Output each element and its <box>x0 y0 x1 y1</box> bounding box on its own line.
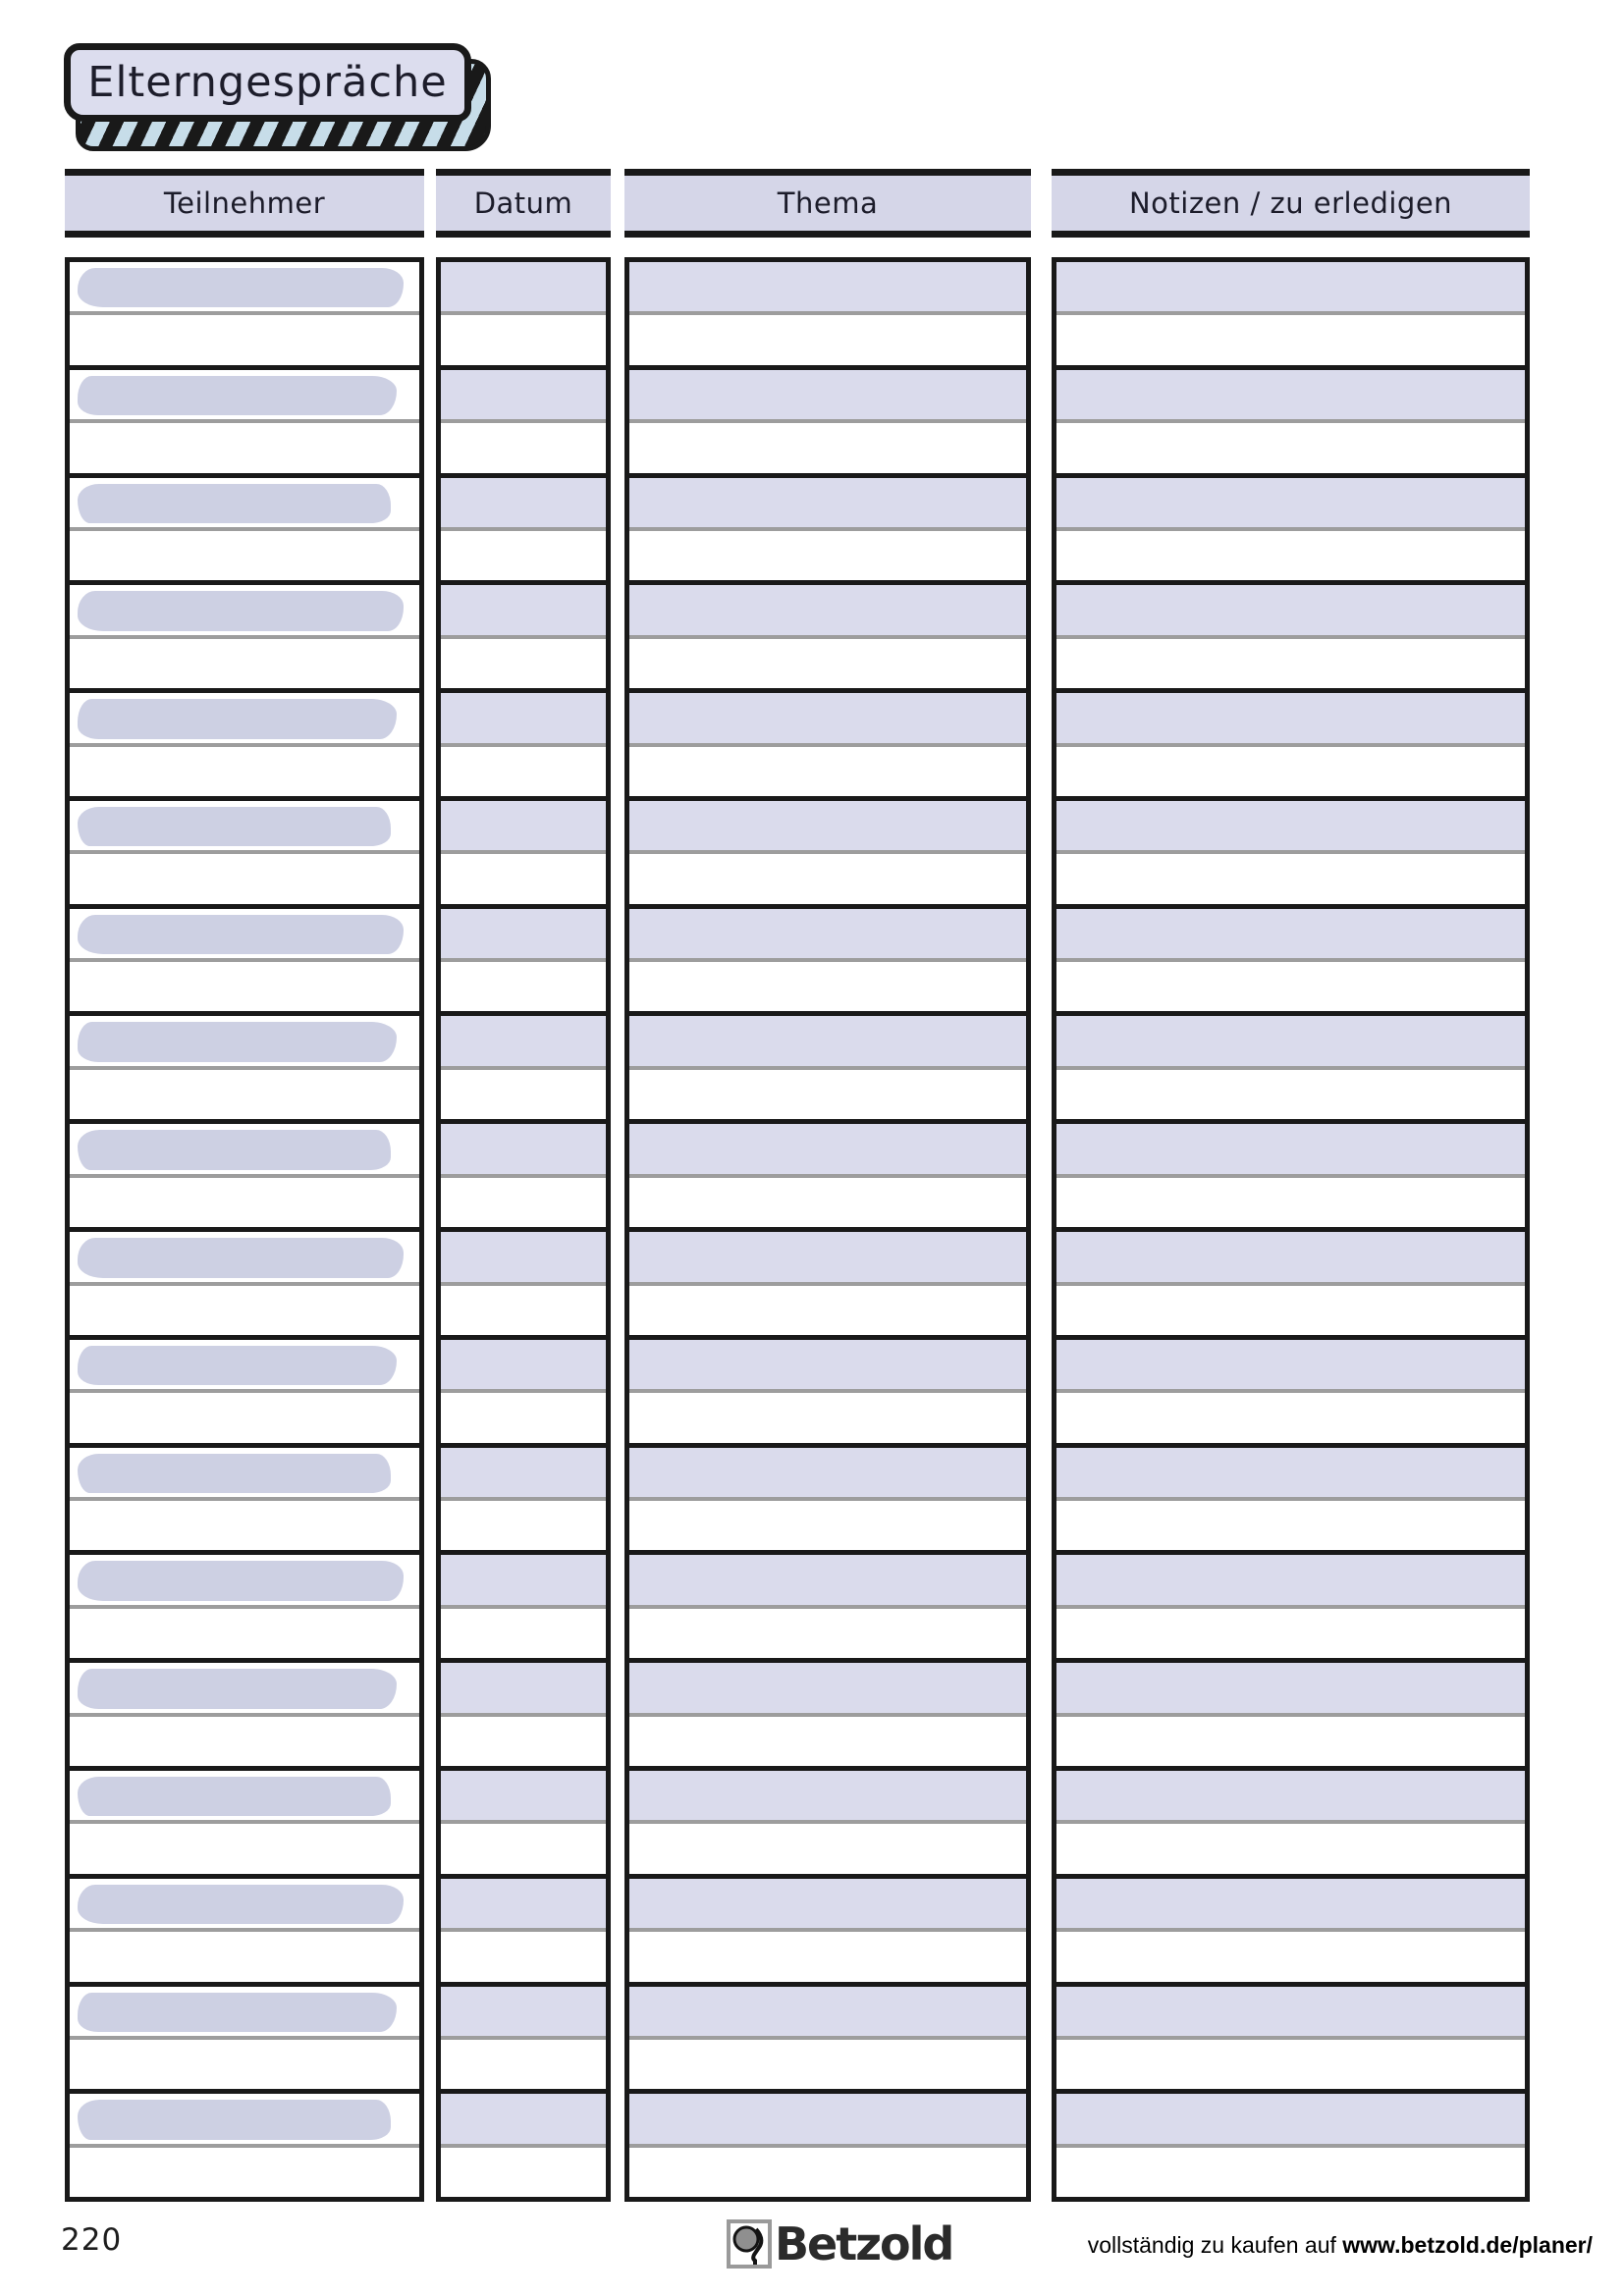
marker-highlight-blob <box>78 591 404 630</box>
marker-highlight-blob <box>78 915 404 954</box>
teilnehmer-row-group-13 <box>70 1555 419 1663</box>
shaded-entry-line <box>1056 2094 1525 2147</box>
datum-row-group-2 <box>441 370 606 478</box>
blank-entry-line <box>441 962 606 1011</box>
blank-entry-line <box>70 1393 419 1442</box>
shaded-entry-line <box>1056 1987 1525 2040</box>
notizen-row-group-1 <box>1056 262 1525 370</box>
column-header-label: Notizen / zu erledigen <box>1128 187 1453 220</box>
blank-entry-line <box>629 531 1026 580</box>
highlight-entry-line <box>70 262 419 315</box>
teilnehmer-row-group-16 <box>70 1879 419 1987</box>
marker-highlight-blob <box>78 1885 404 1924</box>
blank-entry-line <box>1056 747 1525 796</box>
blank-entry-line <box>629 1070 1026 1119</box>
notizen-row-group-16 <box>1056 1879 1525 1987</box>
shaded-entry-line <box>629 1016 1026 1069</box>
shaded-entry-line <box>629 801 1026 854</box>
shaded-entry-line <box>629 1448 1026 1501</box>
blank-entry-line <box>441 1932 606 1981</box>
blank-entry-line <box>441 1501 606 1550</box>
page-title: Elterngespräche <box>87 58 448 107</box>
blank-entry-line <box>629 2148 1026 2197</box>
blank-entry-line <box>441 423 606 472</box>
thema-row-group-13 <box>629 1555 1026 1663</box>
shaded-entry-line <box>629 1663 1026 1716</box>
blank-entry-line <box>441 747 606 796</box>
shaded-entry-line <box>1056 1016 1525 1069</box>
shaded-entry-line <box>441 1232 606 1285</box>
shaded-entry-line <box>629 693 1026 746</box>
column-header-label: Thema <box>777 187 879 220</box>
teilnehmer-row-group-5 <box>70 693 419 801</box>
shaded-entry-line <box>1056 1448 1525 1501</box>
blank-entry-line <box>629 962 1026 1011</box>
blank-entry-line <box>441 2040 606 2089</box>
shaded-entry-line <box>1056 693 1525 746</box>
notizen-row-group-13 <box>1056 1555 1525 1663</box>
page-title-box <box>64 43 471 122</box>
shaded-entry-line <box>629 585 1026 638</box>
blank-entry-line <box>70 423 419 472</box>
highlight-entry-line <box>70 1663 419 1716</box>
shaded-entry-line <box>441 1016 606 1069</box>
teilnehmer-row-group-15 <box>70 1771 419 1879</box>
blank-entry-line <box>441 1609 606 1658</box>
column-header-teilnehmer <box>65 169 424 238</box>
blank-entry-line <box>441 854 606 903</box>
shaded-entry-line <box>629 1879 1026 1932</box>
blank-entry-line <box>70 1070 419 1119</box>
marker-highlight-blob <box>78 1130 391 1169</box>
blank-entry-line <box>1056 423 1525 472</box>
shaded-entry-line <box>441 1987 606 2040</box>
notizen-row-group-15 <box>1056 1771 1525 1879</box>
shaded-entry-line <box>1056 1555 1525 1608</box>
blank-entry-line <box>629 2040 1026 2089</box>
thema-row-group-8 <box>629 1016 1026 1124</box>
blank-entry-line <box>629 1717 1026 1766</box>
shaded-entry-line <box>441 2094 606 2147</box>
teilnehmer-row-group-18 <box>70 2094 419 2197</box>
teilnehmer-row-group-7 <box>70 909 419 1017</box>
shaded-entry-line <box>629 262 1026 315</box>
shaded-entry-line <box>441 1663 606 1716</box>
blank-entry-line <box>1056 2040 1525 2089</box>
marker-highlight-blob <box>78 1238 404 1277</box>
notizen-row-group-4 <box>1056 585 1525 693</box>
blank-entry-line <box>629 747 1026 796</box>
shaded-entry-line <box>441 585 606 638</box>
notizen-row-group-17 <box>1056 1987 1525 2095</box>
blank-entry-line <box>441 1178 606 1227</box>
blank-entry-line <box>441 1717 606 1766</box>
shaded-entry-line <box>441 262 606 315</box>
blank-entry-line <box>1056 1824 1525 1873</box>
purchase-note-text: vollständig zu kaufen auf <box>1087 2232 1343 2258</box>
shaded-entry-line <box>1056 1232 1525 1285</box>
marker-highlight-blob <box>78 376 397 415</box>
shaded-entry-line <box>1056 370 1525 423</box>
teilnehmer-row-group-2 <box>70 370 419 478</box>
teilnehmer-row-group-17 <box>70 1987 419 2095</box>
datum-row-group-17 <box>441 1987 606 2095</box>
datum-row-group-11 <box>441 1340 606 1448</box>
blank-entry-line <box>441 531 606 580</box>
notizen-row-group-10 <box>1056 1232 1525 1340</box>
shaded-entry-line <box>1056 1124 1525 1177</box>
shaded-entry-line <box>1056 1663 1525 1716</box>
highlight-entry-line <box>70 1879 419 1932</box>
shaded-entry-line <box>1056 909 1525 962</box>
datum-row-group-7 <box>441 909 606 1017</box>
blank-entry-line <box>70 1932 419 1981</box>
blank-entry-line <box>70 531 419 580</box>
shaded-entry-line <box>629 1771 1026 1824</box>
blank-entry-line <box>441 1824 606 1873</box>
column-header-thema <box>624 169 1031 238</box>
highlight-entry-line <box>70 1232 419 1285</box>
marker-highlight-blob <box>78 1454 391 1493</box>
shaded-entry-line <box>441 478 606 531</box>
marker-highlight-blob <box>78 268 404 307</box>
teilnehmer-row-group-8 <box>70 1016 419 1124</box>
shaded-entry-line <box>1056 585 1525 638</box>
blank-entry-line <box>1056 854 1525 903</box>
shaded-entry-line <box>441 1555 606 1608</box>
shaded-entry-line <box>629 370 1026 423</box>
highlight-entry-line <box>70 478 419 531</box>
blank-entry-line <box>70 639 419 688</box>
shaded-entry-line <box>1056 1771 1525 1824</box>
datum-row-group-8 <box>441 1016 606 1124</box>
highlight-entry-line <box>70 1448 419 1501</box>
blank-entry-line <box>629 854 1026 903</box>
notizen-row-group-7 <box>1056 909 1525 1017</box>
blank-entry-line <box>441 639 606 688</box>
shaded-entry-line <box>441 693 606 746</box>
thema-row-group-5 <box>629 693 1026 801</box>
blank-entry-line <box>70 315 419 364</box>
highlight-entry-line <box>70 693 419 746</box>
shaded-entry-line <box>629 1555 1026 1608</box>
highlight-entry-line <box>70 1555 419 1608</box>
shaded-entry-line <box>441 370 606 423</box>
thema-row-group-17 <box>629 1987 1026 2095</box>
teilnehmer-row-group-11 <box>70 1340 419 1448</box>
datum-row-group-14 <box>441 1663 606 1771</box>
marker-highlight-blob <box>78 1022 397 1061</box>
blank-entry-line <box>629 1932 1026 1981</box>
thema-row-group-18 <box>629 2094 1026 2197</box>
datum-row-group-16 <box>441 1879 606 1987</box>
blank-entry-line <box>1056 531 1525 580</box>
blank-entry-line <box>629 315 1026 364</box>
datum-row-group-10 <box>441 1232 606 1340</box>
blank-entry-line <box>629 423 1026 472</box>
shaded-entry-line <box>629 1987 1026 2040</box>
shaded-entry-line <box>441 1771 606 1824</box>
purchase-note <box>905 2232 1593 2259</box>
table-column-thema <box>624 257 1031 2202</box>
thema-row-group-7 <box>629 909 1026 1017</box>
shaded-entry-line <box>629 478 1026 531</box>
highlight-entry-line <box>70 1771 419 1824</box>
marker-highlight-blob <box>78 699 397 738</box>
notizen-row-group-6 <box>1056 801 1525 909</box>
thema-row-group-12 <box>629 1448 1026 1556</box>
shaded-entry-line <box>1056 478 1525 531</box>
shaded-entry-line <box>629 1124 1026 1177</box>
shaded-entry-line <box>629 1232 1026 1285</box>
blank-entry-line <box>70 747 419 796</box>
blank-entry-line <box>629 1824 1026 1873</box>
datum-row-group-13 <box>441 1555 606 1663</box>
shaded-entry-line <box>1056 801 1525 854</box>
blank-entry-line <box>70 1501 419 1550</box>
blank-entry-line <box>629 1609 1026 1658</box>
thema-row-group-14 <box>629 1663 1026 1771</box>
teilnehmer-row-group-12 <box>70 1448 419 1556</box>
notizen-row-group-11 <box>1056 1340 1525 1448</box>
datum-row-group-4 <box>441 585 606 693</box>
table-column-datum <box>436 257 611 2202</box>
blank-entry-line <box>70 1717 419 1766</box>
datum-row-group-6 <box>441 801 606 909</box>
blank-entry-line <box>629 639 1026 688</box>
thema-row-group-9 <box>629 1124 1026 1232</box>
blank-entry-line <box>629 1178 1026 1227</box>
blank-entry-line <box>629 1501 1026 1550</box>
blank-entry-line <box>441 1393 606 1442</box>
blank-entry-line <box>70 1178 419 1227</box>
thema-row-group-16 <box>629 1879 1026 1987</box>
blank-entry-line <box>70 1824 419 1873</box>
highlight-entry-line <box>70 1340 419 1393</box>
datum-row-group-15 <box>441 1771 606 1879</box>
highlight-entry-line <box>70 2094 419 2147</box>
shaded-entry-line <box>1056 1879 1525 1932</box>
marker-highlight-blob <box>78 484 391 523</box>
teilnehmer-row-group-10 <box>70 1232 419 1340</box>
marker-highlight-blob <box>78 1561 404 1600</box>
betzold-head-logo-icon <box>727 2219 772 2269</box>
shaded-entry-line <box>1056 262 1525 315</box>
shaded-entry-line <box>1056 1340 1525 1393</box>
blank-entry-line <box>441 2148 606 2197</box>
blank-entry-line <box>629 1393 1026 1442</box>
highlight-entry-line <box>70 801 419 854</box>
column-header-label: Datum <box>473 187 573 220</box>
notizen-row-group-12 <box>1056 1448 1525 1556</box>
blank-entry-line <box>1056 962 1525 1011</box>
blank-entry-line <box>1056 1393 1525 1442</box>
shaded-entry-line <box>441 1879 606 1932</box>
teilnehmer-row-group-4 <box>70 585 419 693</box>
thema-row-group-3 <box>629 478 1026 586</box>
notizen-row-group-18 <box>1056 2094 1525 2197</box>
marker-highlight-blob <box>78 1346 397 1385</box>
blank-entry-line <box>1056 1178 1525 1227</box>
brand-wordmark: Betzold <box>775 2217 953 2270</box>
blank-entry-line <box>1056 315 1525 364</box>
blank-entry-line <box>441 315 606 364</box>
teilnehmer-row-group-6 <box>70 801 419 909</box>
blank-entry-line <box>1056 1717 1525 1766</box>
page-number: 220 <box>61 2222 123 2258</box>
highlight-entry-line <box>70 1987 419 2040</box>
notizen-row-group-9 <box>1056 1124 1525 1232</box>
column-header-label: Teilnehmer <box>163 187 326 220</box>
blank-entry-line <box>70 2040 419 2089</box>
notizen-row-group-8 <box>1056 1016 1525 1124</box>
notizen-row-group-14 <box>1056 1663 1525 1771</box>
highlight-entry-line <box>70 909 419 962</box>
table-column-teilnehmer <box>65 257 424 2202</box>
blank-entry-line <box>1056 1070 1525 1119</box>
marker-highlight-blob <box>78 1993 397 2032</box>
thema-row-group-10 <box>629 1232 1026 1340</box>
thema-row-group-11 <box>629 1340 1026 1448</box>
thema-row-group-15 <box>629 1771 1026 1879</box>
blank-entry-line <box>441 1286 606 1335</box>
notizen-row-group-2 <box>1056 370 1525 478</box>
table-column-notizen <box>1052 257 1530 2202</box>
notizen-row-group-3 <box>1056 478 1525 586</box>
shaded-entry-line <box>441 801 606 854</box>
blank-entry-line <box>1056 1286 1525 1335</box>
marker-highlight-blob <box>78 1669 397 1708</box>
column-header-datum <box>436 169 611 238</box>
marker-highlight-blob <box>78 807 391 846</box>
shaded-entry-line <box>629 2094 1026 2147</box>
blank-entry-line <box>70 1286 419 1335</box>
purchase-note-url: www.betzold.de/planer/ <box>1342 2232 1593 2258</box>
datum-row-group-3 <box>441 478 606 586</box>
teilnehmer-row-group-14 <box>70 1663 419 1771</box>
datum-row-group-9 <box>441 1124 606 1232</box>
marker-highlight-blob <box>78 2100 391 2139</box>
shaded-entry-line <box>441 1124 606 1177</box>
datum-row-group-5 <box>441 693 606 801</box>
datum-row-group-12 <box>441 1448 606 1556</box>
shaded-entry-line <box>629 1340 1026 1393</box>
blank-entry-line <box>1056 1932 1525 1981</box>
blank-entry-line <box>1056 639 1525 688</box>
datum-row-group-1 <box>441 262 606 370</box>
blank-entry-line <box>70 1609 419 1658</box>
blank-entry-line <box>441 1070 606 1119</box>
thema-row-group-2 <box>629 370 1026 478</box>
blank-entry-line <box>70 2148 419 2197</box>
highlight-entry-line <box>70 1124 419 1177</box>
highlight-entry-line <box>70 585 419 638</box>
shaded-entry-line <box>441 909 606 962</box>
blank-entry-line <box>629 1286 1026 1335</box>
teilnehmer-row-group-9 <box>70 1124 419 1232</box>
shaded-entry-line <box>441 1448 606 1501</box>
title-badge <box>64 43 471 122</box>
shaded-entry-line <box>629 909 1026 962</box>
teilnehmer-row-group-3 <box>70 478 419 586</box>
thema-row-group-4 <box>629 585 1026 693</box>
blank-entry-line <box>1056 1501 1525 1550</box>
marker-highlight-blob <box>78 1777 391 1816</box>
blank-entry-line <box>70 962 419 1011</box>
thema-row-group-6 <box>629 801 1026 909</box>
notizen-row-group-5 <box>1056 693 1525 801</box>
teilnehmer-row-group-1 <box>70 262 419 370</box>
column-header-notizen <box>1052 169 1530 238</box>
datum-row-group-18 <box>441 2094 606 2197</box>
blank-entry-line <box>70 854 419 903</box>
blank-entry-line <box>1056 2148 1525 2197</box>
thema-row-group-1 <box>629 262 1026 370</box>
highlight-entry-line <box>70 1016 419 1069</box>
blank-entry-line <box>1056 1609 1525 1658</box>
highlight-entry-line <box>70 370 419 423</box>
shaded-entry-line <box>441 1340 606 1393</box>
